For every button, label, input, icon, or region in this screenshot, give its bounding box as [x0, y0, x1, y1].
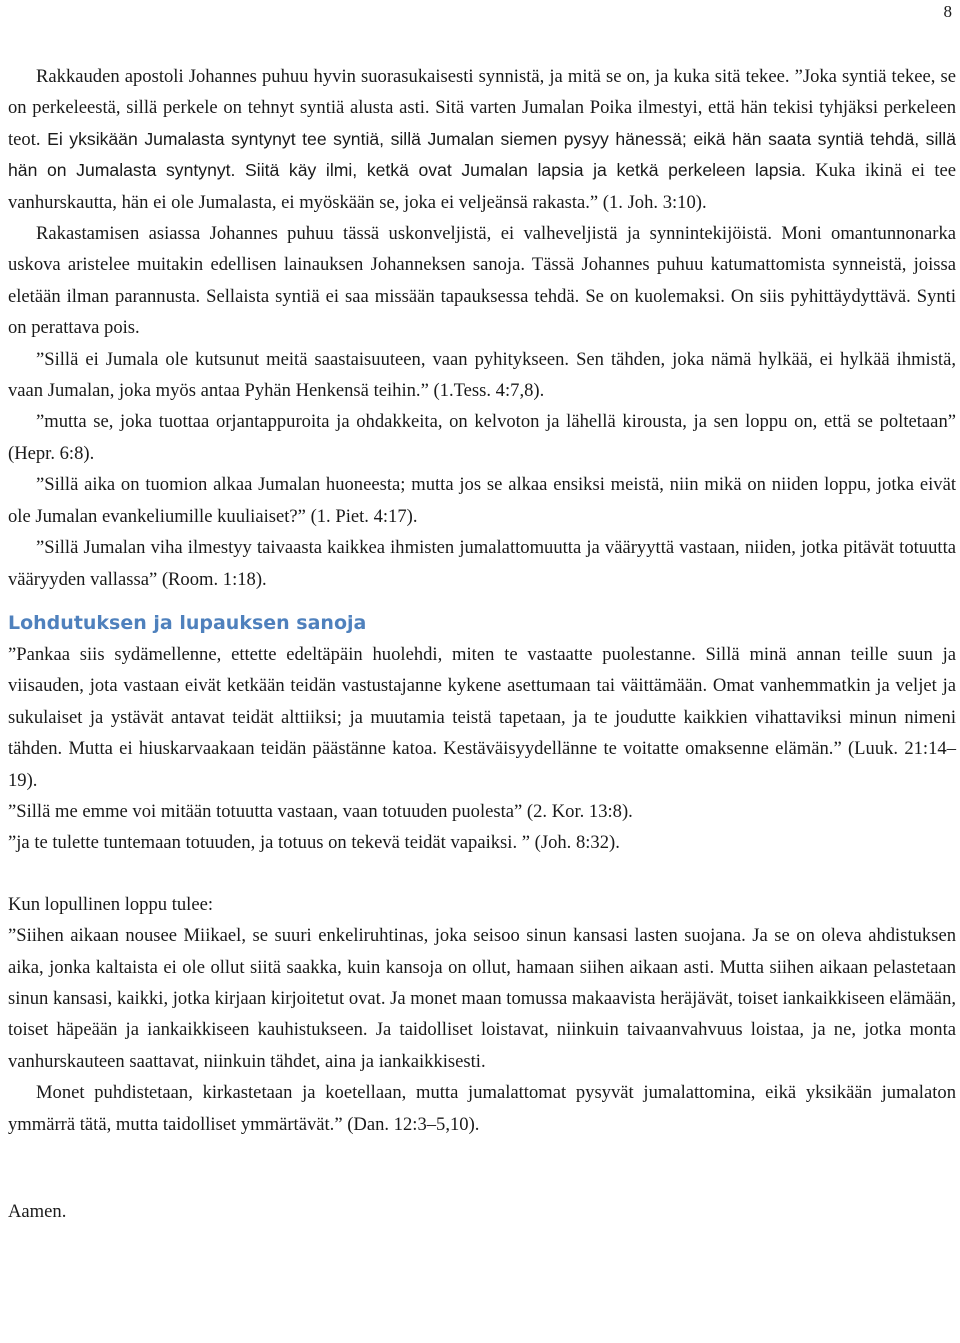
- paragraph-rakastaminen: Rakastamisen asiassa Johannes puhuu tässä uskonveljistä, ei valheveljistä ja synnintekijöistä. Moni omantunnonarka uskova aristelee muitakin edellisen lainauksen Johanneksen sanoja. Tässä Johannes puhuu katumattomista synneistä, joissa eletään ilman parannusta. Sellaista syntiä ei saa missään tapauksessa tehdä. Se on kuolemaksi. On siis pyhittäydyttävä. Synti on perattava pois.: [8, 223, 956, 339]
- paragraph-text: Kuka ikinä ei tee vanhurskautta, hän ei ole Jumalasta, ei myöskään se, joka ei veljeänsä rakasta.” (1. Joh. 3:10).: [8, 160, 956, 213]
- quote-daniel: ”Siihen aikaan nousee Miikael, se suuri enkeliruhtinas, joka seisoo sinun kansasi lasten suojana. Ja se on oleva ahdistuksen aika, jonka kaltaista ei ole ollut siitä saakka, kuin kansoja on ollut, hamaan siihen aikaan asti. Mutta siihen aikaan pelastetaan sinun kansasi, kaikki, jotka kirjaan kirjoitetut ovat. Ja monet maan tomussa makaavista heräjävät, toiset iankaikkiseen elämään, toiset häpeään ja iankaikkiseen kauhistukseen. Ja taidolliset loistavat, niinkuin taivaanvahvuus loistaa, ja ne, jotka monta vanhurskauteen saattavat, niinkuin tähdet, aina ja iankaikkisesti.: [8, 925, 957, 1072]
- document-body: [8, 61, 956, 1227]
- quote-heprealaiskirje: ”mutta se, joka tuottaa orjantappuroita ja ohdakkeita, on kelvoton ja lähellä kirousta, ja sen loppu on, että se poltetaan” (Hepr. 6:8).: [8, 411, 956, 464]
- quote-korinttilaiskirje: ”Sillä me emme voi mitään totuutta vastaan, vaan totuuden puolesta” (2. Kor. 13:8).: [8, 800, 633, 822]
- section-heading: Lohdutuksen ja lupauksen sanoja: [8, 611, 367, 634]
- quote-daniel-continued: Monet puhdistetaan, kirkastetaan ja koetellaan, mutta jumalattomat pysyvät jumalattomina, eikä yksikään jumalaton ymmärrä tätä, mutta taidolliset ymmärtävät.” (Dan. 12:3–5,10).: [8, 1082, 956, 1135]
- paragraph-johannes: [8, 61, 956, 218]
- page-number: 8: [943, 2, 952, 21]
- paragraph-text: Rakkauden apostoli Johannes puhuu hyvin suorasukaisesti synnistä, ja mitä se on, ja kuka sitä tekee. ”Joka syntiä tekee, se on perkeleestä, sillä perkele on tehnyt syntiä alusta asti. Sitä varten Jumalan Poika ilmestyi, että hän tekisi tyhjäksi perkeleen teot.: [8, 66, 956, 150]
- intro-line: Kun lopullinen loppu tulee:: [8, 893, 214, 915]
- quote-pietarin-kirje: ”Sillä aika on tuomion alkaa Jumalan huoneesta; mutta jos se alkaa ensiksi meistä, niin mikä on niiden loppu, jotka eivät ole Jumalan evankeliumille kuuliaiset?” (1. Piet. 4:17).: [8, 474, 956, 527]
- paragraph-text-sans: Ei yksikään Jumalasta syntynyt tee syntiä, sillä Jumalan siemen pysyy hänessä; eikä hän saata syntiä tehdä, sillä hän on Jumalasta syntynyt. Siitä käy ilmi, ketkä ovat Jumalan lapsia ja ketkä perkeleen lapsia.: [8, 128, 956, 181]
- quote-johannes: ”ja te tulette tuntemaan totuuden, ja totuus on tekevä teidät vapaiksi. ” (Joh. 8:32).: [8, 832, 620, 854]
- quote-luukas: ”Pankaa siis sydämellenne, ettette edeltäpäin huolehdi, miten te vastaatte puolestanne. Sillä minä annan teille suun ja viisauden, jota vastaan eivät ketkään teidän vastustajanne kykene asettumaan tai väittämään. Omat vanhemmatkin ja veljet ja sukulaiset ja ystävät antavat teidät alttiiksi; ja muutamia teistä tapetaan, ja te joudutte kaikkien vihattaviksi minun nimeni tähden. Mutta ei hiuskarvaakaan teidän päästänne katoa. Kestäväisyydellänne te voitatte omaksenne elämän.” (Luuk. 21:14–19).: [8, 643, 956, 791]
- quote-roomalaiskirje: ”Sillä Jumalan viha ilmestyy taivaasta kaikkea ihmisten jumalattomuutta ja vääryyttä vastaan, niiden, jotka pitävät totuutta vääryyden vallassa” (Room. 1:18).: [8, 537, 956, 590]
- quote-tessalonikalaiskirje: ”Sillä ei Jumala ole kutsunut meitä saastaisuuteen, vaan pyhitykseen. Sen tähden, joka nämä hylkää, ei hylkää ihmistä, vaan Jumalan, joka myös antaa Pyhän Henkensä teihin.” (1.Tess. 4:7,8).: [8, 348, 956, 402]
- closing-word: Aamen.: [8, 1201, 67, 1222]
